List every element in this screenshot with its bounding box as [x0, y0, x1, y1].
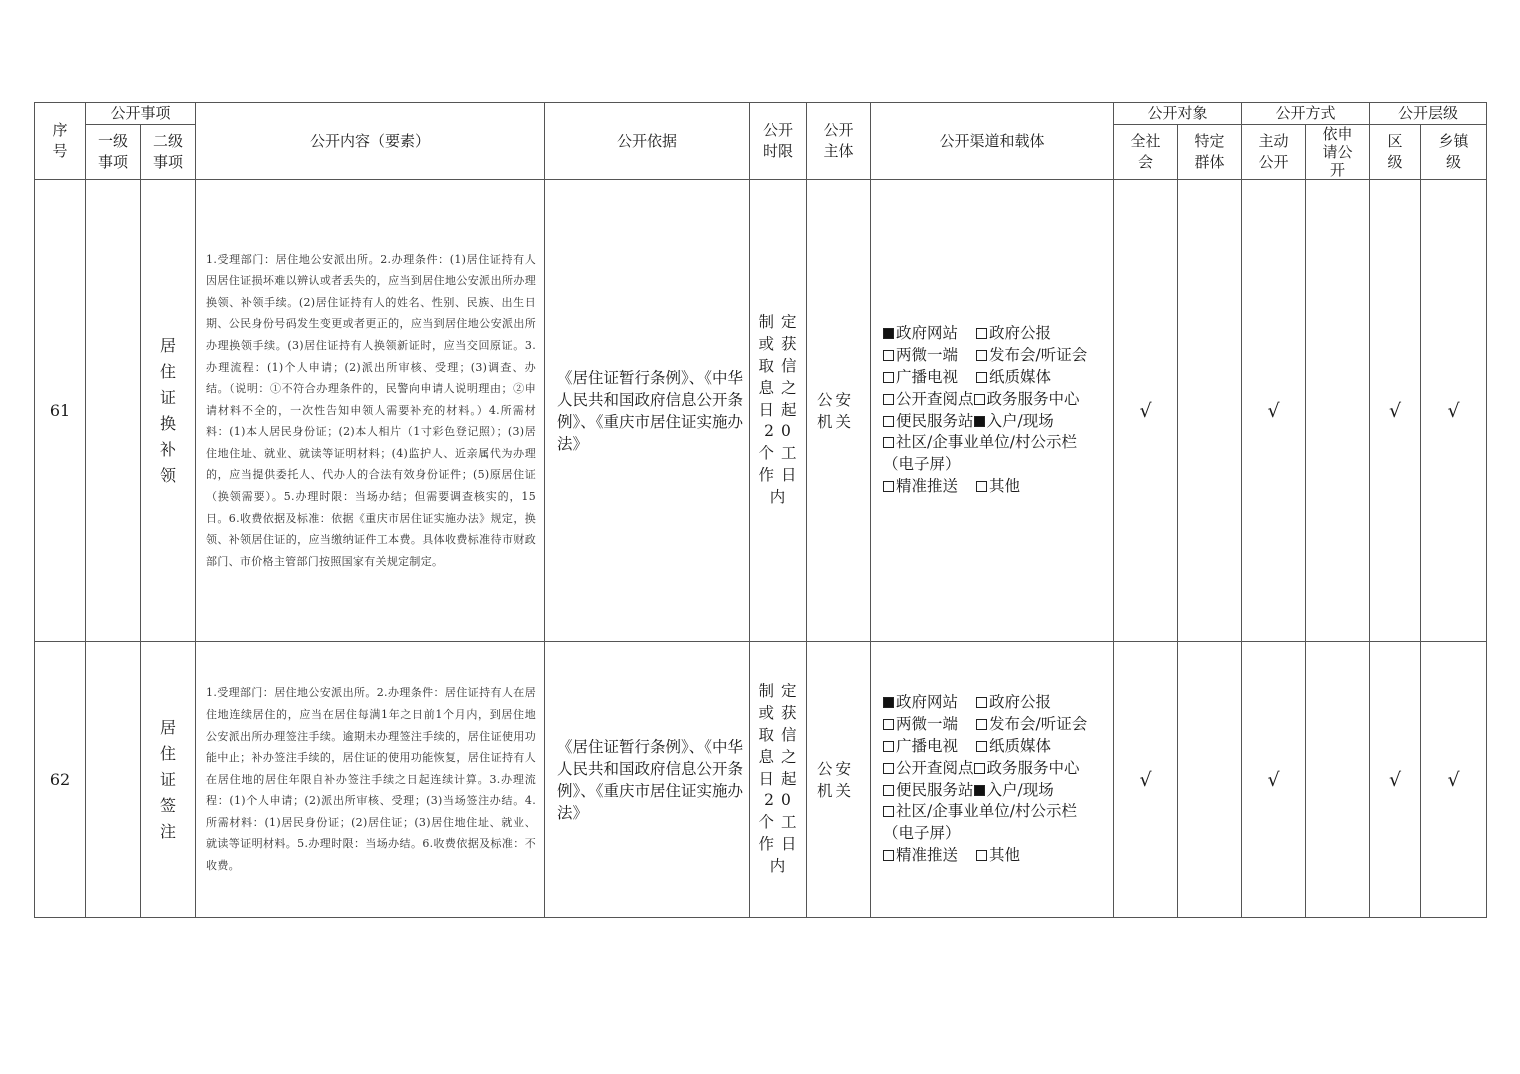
- checkbox-icon: [883, 394, 894, 405]
- header-subject: 公开主体: [807, 103, 871, 180]
- header-audience-all: 全社会: [1114, 125, 1178, 180]
- checked-box-icon: [883, 328, 894, 339]
- checkbox-icon: [976, 372, 987, 383]
- header-content: 公开内容（要素）: [196, 103, 545, 180]
- channel-broadcast-tv: 广播电视: [896, 736, 959, 755]
- channel-door-onsite: 入户/现场: [986, 411, 1054, 430]
- channel-press-hearing: 发布会/听证会: [989, 346, 1088, 365]
- row-audience-all: √: [1114, 642, 1178, 918]
- row-level1: [86, 642, 141, 918]
- checkbox-icon: [976, 328, 987, 339]
- row-level-district: √: [1370, 642, 1421, 918]
- checkbox-icon: [976, 350, 987, 361]
- table-row: [35, 180, 1487, 642]
- checkbox-icon: [883, 481, 894, 492]
- checkbox-icon: [883, 372, 894, 383]
- row-method-active: √: [1242, 642, 1306, 918]
- checkbox-icon: [974, 394, 985, 405]
- channel-convenience-station: 便民服务站: [896, 411, 974, 430]
- checkbox-icon: [883, 850, 894, 861]
- row-content: 1.受理部门：居住地公安派出所。2.办理条件：居住证持有人在居住地连续居住的，应当在居住每满1年之日前1个月内，到居住地公安派出所办理签注手续。逾期未办理签注手续的，居住证使用功能中止；补办签注手续的，居住证的使用功能恢复，居住证持有人在居住地的居住年限自补办签注手续之日起连续计算。3.办理流程：(1)个人申请；(2)派出所审核、受理；(3)当场签注办结。4.所需材料：(1)居民身份证；(2)居住证；(3)居住地住址、就业、就读等证明材料。5.办理时限：当场办结。6.收费依据及标准：不收费。: [196, 642, 545, 918]
- header-method-apply: 依申请公开: [1306, 125, 1370, 180]
- header-level-town: 乡镇级: [1421, 125, 1487, 180]
- channel-two-weibo: 两微一端: [896, 346, 959, 365]
- row-level2: 居住证签注: [141, 642, 196, 918]
- checkbox-icon: [883, 741, 894, 752]
- checkbox-icon: [974, 763, 985, 774]
- row-channels: [871, 642, 1114, 918]
- checkbox-icon: [976, 719, 987, 730]
- header-level-district: 区级: [1370, 125, 1421, 180]
- header-row-top: [35, 103, 1487, 125]
- header-audience: 公开对象: [1114, 103, 1242, 125]
- row-time-limit: 制定或获取信息之日起20个工作日内: [750, 180, 807, 642]
- row-audience-specific: [1178, 180, 1242, 642]
- row-basis: 《居住证暂行条例》、《中华人民共和国政府信息公开条例》、《重庆市居住证实施办法》: [545, 180, 750, 642]
- channel-gov-gazette: 政府公报: [989, 693, 1052, 712]
- checked-box-icon: [974, 416, 985, 427]
- channel-two-weibo: 两微一端: [896, 715, 959, 734]
- header-level2: 二级事项: [141, 125, 196, 180]
- checkbox-icon: [883, 350, 894, 361]
- row-audience-all: √: [1114, 180, 1178, 642]
- row-level1: [86, 180, 141, 642]
- channel-paper-media: 纸质媒体: [989, 736, 1052, 755]
- channel-service-center: 政务服务中心: [986, 758, 1080, 777]
- checkbox-icon: [976, 481, 987, 492]
- checkbox-icon: [883, 763, 894, 774]
- header-time-limit: 公开时限: [750, 103, 807, 180]
- checkbox-icon: [976, 850, 987, 861]
- table-row: [35, 642, 1487, 918]
- row-channels: [871, 180, 1114, 642]
- row-level2: 居住证换补领: [141, 180, 196, 642]
- checked-box-icon: [883, 697, 894, 708]
- checkbox-icon: [883, 785, 894, 796]
- channel-electronic-screen: （电子屏）: [883, 455, 961, 474]
- checked-box-icon: [974, 785, 985, 796]
- checkbox-icon: [976, 741, 987, 752]
- row-subject: 公安机关: [807, 642, 871, 918]
- checkbox-icon: [976, 697, 987, 708]
- header-basis: 公开依据: [545, 103, 750, 180]
- row-audience-specific: [1178, 642, 1242, 918]
- header-channels: 公开渠道和载体: [871, 103, 1114, 180]
- row-level-town: √: [1421, 180, 1487, 642]
- channel-door-onsite: 入户/现场: [986, 780, 1054, 799]
- channel-precise-push: 精准推送: [896, 845, 959, 864]
- checkbox-icon: [883, 806, 894, 817]
- header-method-active: 主动公开: [1242, 125, 1306, 180]
- channel-public-reading: 公开查阅点: [896, 389, 974, 408]
- channel-electronic-screen: （电子屏）: [883, 824, 961, 843]
- row-method-active: √: [1242, 180, 1306, 642]
- channel-other: 其他: [989, 476, 1021, 495]
- channel-service-center: 政务服务中心: [986, 389, 1080, 408]
- row-time-limit: 制定或获取信息之日起20个工作日内: [750, 642, 807, 918]
- row-content: 1.受理部门：居住地公安派出所。2.办理条件：(1)居住证持有人因居住证损坏难以辨认或者丢失的，应当到居住地公安派出所办理换领、补领手续。(2)居住证持有人的姓名、性别、民族、出生日期、公民身份号码发生变更或者更正的，应当到居住地公安派出所办理换领手续。(3)居住证持有人换领新证时，应当交回原证。3.办理流程：(1)个人申请；(2)派出所审核、受理；(3)调查、办结。（说明：①不符合办理条件的，民警向申请人说明理由；②申请材料不全的，一次性告知申领人需要补充的材料。）4.所需材料：(1)本人居民身份证；(2)本人相片（1寸彩色登记照）；(3)居住地住址、就业、就读等证明材料；(4)监护人、近亲属代为办理的，应当提供委托人、代办人的合法有效身份证件；(5)原居住证（换领需要）。5.办理时限：当场办结；但需要调查核实的，15日。6.收费依据及标准：依据《重庆市居住证实施办法》规定，换领、补领居住证的，应当缴纳证件工本费。具体收费标准待市财政部门、市价格主管部门按照国家有关规定制定。: [196, 180, 545, 642]
- disclosure-table: [34, 102, 1487, 918]
- channel-precise-push: 精准推送: [896, 476, 959, 495]
- checkbox-icon: [883, 437, 894, 448]
- header-level: 公开层级: [1370, 103, 1487, 125]
- channel-gov-website: 政府网站: [896, 324, 959, 343]
- channel-other: 其他: [989, 845, 1021, 864]
- header-seq: 序号: [35, 103, 86, 180]
- row-num: 61: [35, 180, 86, 642]
- channel-broadcast-tv: 广播电视: [896, 367, 959, 386]
- row-level-district: √: [1370, 180, 1421, 642]
- header-public-items: 公开事项: [86, 103, 196, 125]
- row-method-apply: [1306, 642, 1370, 918]
- channel-gov-website: 政府网站: [896, 693, 959, 712]
- channel-press-hearing: 发布会/听证会: [989, 715, 1088, 734]
- header-audience-specific: 特定群体: [1178, 125, 1242, 180]
- header-level1: 一级事项: [86, 125, 141, 180]
- row-subject: 公安机关: [807, 180, 871, 642]
- header-method: 公开方式: [1242, 103, 1370, 125]
- channel-convenience-station: 便民服务站: [896, 780, 974, 799]
- row-num: 62: [35, 642, 86, 918]
- row-level-town: √: [1421, 642, 1487, 918]
- channel-community-board: 社区/企事业单位/村公示栏: [896, 433, 1077, 452]
- row-basis: 《居住证暂行条例》、《中华人民共和国政府信息公开条例》、《重庆市居住证实施办法》: [545, 642, 750, 918]
- channel-community-board: 社区/企事业单位/村公示栏: [896, 802, 1077, 821]
- channel-gov-gazette: 政府公报: [989, 324, 1052, 343]
- row-method-apply: [1306, 180, 1370, 642]
- checkbox-icon: [883, 416, 894, 427]
- channel-public-reading: 公开查阅点: [896, 758, 974, 777]
- channel-paper-media: 纸质媒体: [989, 367, 1052, 386]
- checkbox-icon: [883, 719, 894, 730]
